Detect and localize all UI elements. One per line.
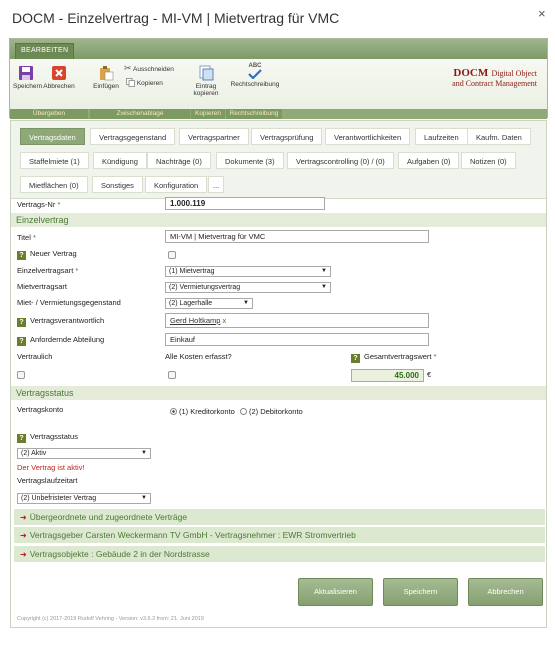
all-costs-checkbox[interactable] (168, 371, 176, 379)
ribbon-spellcheck-button[interactable] (228, 63, 282, 88)
contract-type-label (17, 266, 78, 275)
account-label: Vertragskonto (17, 405, 64, 414)
new-contract-checkbox[interactable] (168, 251, 176, 259)
ribbon-copy-button[interactable] (126, 78, 163, 87)
account-radio-group (170, 407, 303, 416)
ribbon-cancel-button[interactable] (43, 65, 75, 90)
contract-parties-link[interactable] (14, 527, 545, 543)
department-field[interactable]: Einkauf (165, 333, 429, 346)
radio-kreditorkonto-label: (1) Kreditorkonto (179, 407, 235, 416)
chevron-down-icon: ▼ (321, 284, 327, 290)
radio-kreditorkonto[interactable] (170, 408, 177, 415)
brand-tagline-1: Digital Object (491, 69, 537, 78)
tab-laufzeiten[interactable]: Laufzeiten (415, 128, 468, 145)
status-label-text: Vertragsstatus (30, 432, 78, 441)
save-icon (18, 65, 34, 81)
contract-objects-link[interactable] (14, 546, 545, 562)
checkmark-icon (248, 69, 262, 79)
arrow-right-icon: ➜ (20, 513, 27, 522)
copy-icon (126, 78, 135, 87)
rental-object-select[interactable] (165, 298, 253, 309)
duration-label: Vertragslaufzeitart (17, 476, 78, 485)
contract-form-panel (10, 120, 547, 628)
responsible-tag[interactable]: Gerd Holtkamp (170, 316, 221, 325)
contract-parties-text: Vertragsgeber Carsten Weckermann TV GmbH - Vertragsnehmer : EWR Stromvertrieb (29, 530, 356, 540)
tab-vertragspartner[interactable]: Vertragspartner (179, 128, 249, 145)
ribbon-paste-button[interactable] (91, 65, 121, 90)
tab-kuendigung[interactable]: Kündigung (93, 152, 147, 169)
department-label-text: Anfordernde Abteilung (30, 335, 105, 344)
new-contract-label-text: Neuer Vertrag (30, 249, 77, 258)
confidential-checkbox[interactable] (17, 371, 25, 379)
brand-tagline-2: and Contract Management (452, 79, 537, 88)
group-label-copy: Kopieren (191, 109, 225, 119)
ribbon-cut-button[interactable] (124, 63, 174, 74)
radio-debitorkonto-label: (2) Debitorkonto (248, 407, 303, 416)
ribbon (9, 38, 548, 118)
tab-notizen[interactable]: Notizen (0) (461, 152, 516, 169)
help-icon[interactable]: ? (17, 251, 26, 260)
brand-name: DOCM (453, 67, 489, 79)
rental-object-label: Miet- / Vermietungsgegenstand (17, 298, 121, 307)
contract-no-label (17, 200, 60, 209)
contract-no-label-text: Vertrags-Nr (17, 200, 56, 209)
scissors-icon: ✂ (124, 63, 132, 73)
department-label (17, 335, 104, 346)
remove-tag-icon[interactable]: x (222, 316, 227, 325)
contract-type-select[interactable] (165, 266, 331, 277)
contract-type-label-text: Einzelvertragsart (17, 266, 74, 275)
responsible-label (17, 316, 104, 327)
tab-aufgaben[interactable]: Aufgaben (0) (398, 152, 459, 169)
tab-vertragspruefung[interactable]: Vertragsprüfung (251, 128, 322, 145)
rent-type-label: Mietvertragsart (17, 282, 68, 291)
duration-select[interactable] (17, 493, 151, 504)
status-select[interactable] (17, 448, 151, 459)
title-field[interactable]: MI-VM | Mietvertrag für VMC (165, 230, 429, 243)
help-icon[interactable]: ? (17, 318, 26, 327)
radio-debitorkonto[interactable] (240, 408, 247, 415)
confidential-label: Vertraulich (17, 352, 53, 361)
help-icon[interactable]: ? (17, 434, 26, 443)
title-label (17, 233, 36, 242)
title-label-text: Titel (17, 233, 31, 242)
tab-more[interactable]: ... (208, 176, 224, 193)
tab-dokumente[interactable]: Dokumente (3) (216, 152, 284, 169)
tab-kaufm-daten[interactable]: Kaufm. Daten (467, 128, 531, 145)
required-mark: * (433, 352, 437, 361)
rent-type-value: (2) Vermietungsvertrag (169, 284, 241, 291)
contract-no-field[interactable]: 1.000.119 (165, 197, 325, 210)
tab-sonstiges[interactable]: Sonstiges (92, 176, 143, 193)
ribbon-paste-label: Einfügen (93, 83, 119, 90)
tab-verantwortlichkeiten[interactable]: Verantwortlichkeiten (325, 128, 410, 145)
ribbon-tabbar (10, 39, 547, 59)
section-einzelvertrag: Einzelvertrag (11, 213, 546, 227)
required-mark: * (32, 233, 36, 242)
total-value-field[interactable]: 45.000 (351, 369, 424, 382)
new-contract-label (17, 249, 77, 260)
copyright-text: Copyright (c) 2017-2019 Rudolf Vehring - Version: v3.6.2 from: 21. Juni 2019 (17, 616, 204, 622)
arrow-right-icon: ➜ (20, 531, 27, 540)
total-value-label-text: Gesamtvertragswert (364, 352, 432, 361)
rent-type-select[interactable] (165, 282, 331, 293)
ribbon-spellcheck-label: Rechtschreibung (230, 81, 280, 88)
required-mark: * (75, 266, 79, 275)
duration-value: (2) Unbefristeter Vertrag (21, 495, 97, 502)
status-value: (2) Aktiv (21, 450, 47, 457)
rental-object-value: (2) Lagerhalle (169, 300, 213, 307)
tab-strip (11, 121, 546, 199)
related-contracts-text: Übergeordnete und zugeordnete Verträge (29, 512, 188, 522)
group-label-submit: Übergeben (10, 109, 88, 119)
tab-vertragsdaten[interactable]: Vertragsdaten (20, 128, 85, 145)
contract-type-value: (1) Mietvertrag (169, 268, 215, 275)
chevron-down-icon: ▼ (243, 300, 249, 306)
group-label-clipboard: Zwischenablage (90, 109, 190, 119)
window-title: DOCM - Einzelvertrag - MI-VM | Mietvertrag für VMC (12, 10, 340, 26)
save-button[interactable]: Speichern (383, 578, 458, 606)
status-label (17, 432, 78, 443)
refresh-button[interactable]: Aktualisieren (298, 578, 373, 606)
arrow-right-icon: ➜ (20, 550, 27, 559)
ribbon-tab-bearbeiten[interactable]: BEARBEITEN (15, 43, 74, 59)
ribbon-save-label: Speichern (13, 83, 43, 90)
section-vertragsstatus: Vertragsstatus (11, 386, 546, 400)
tab-staffelmiete[interactable]: Staffelmiete (1) (20, 152, 89, 169)
chevron-down-icon: ▼ (141, 450, 147, 456)
related-contracts-link[interactable] (14, 509, 545, 525)
help-icon[interactable]: ? (351, 354, 360, 363)
all-costs-label: Alle Kosten erfasst? (165, 352, 232, 361)
ribbon-cancel-label: Abbrechen (43, 83, 75, 90)
copy-entry-icon (198, 65, 214, 81)
clipboard-icon (98, 65, 114, 81)
help-icon[interactable]: ? (17, 337, 26, 346)
required-mark: * (57, 200, 61, 209)
ribbon-copy-entry-button[interactable] (192, 65, 220, 97)
cancel-button[interactable]: Abbrechen (468, 578, 543, 606)
total-value-label (351, 352, 437, 363)
ribbon-copy-entry-label: Eintrag kopieren (193, 83, 219, 97)
tab-vertragscontrolling[interactable]: Vertragscontrolling (0) / (0) (287, 152, 394, 169)
contract-objects-text: Vertragsobjekte : Gebäude 2 in der Nordstrasse (29, 549, 210, 559)
tab-vertragsgegenstand[interactable]: Vertragsgegenstand (90, 128, 175, 145)
currency-symbol: € (427, 370, 432, 379)
responsible-field[interactable] (165, 313, 429, 328)
tab-mietflaechen[interactable]: Mietflächen (0) (20, 176, 88, 193)
close-icon[interactable]: × (538, 6, 546, 21)
ribbon-cut-label: Ausschneiden (133, 66, 174, 73)
group-label-spelling: Rechtschreibung (226, 109, 282, 119)
cancel-icon (51, 65, 67, 81)
chevron-down-icon: ▼ (141, 495, 147, 501)
status-message: Der Vertrag ist aktiv! (17, 463, 85, 472)
tab-konfiguration[interactable]: Konfiguration (145, 176, 207, 193)
tab-nachtraege[interactable]: Nachträge (0) (147, 152, 211, 169)
chevron-down-icon: ▼ (321, 268, 327, 274)
brand-logo (452, 67, 537, 88)
responsible-label-text: Vertragsverantwortlich (30, 316, 105, 325)
spellcheck-abc-text: ABC (248, 63, 262, 69)
ribbon-save-button[interactable] (13, 65, 43, 90)
window-titlebar (0, 0, 555, 36)
ribbon-copy-label: Kopieren (136, 80, 163, 87)
